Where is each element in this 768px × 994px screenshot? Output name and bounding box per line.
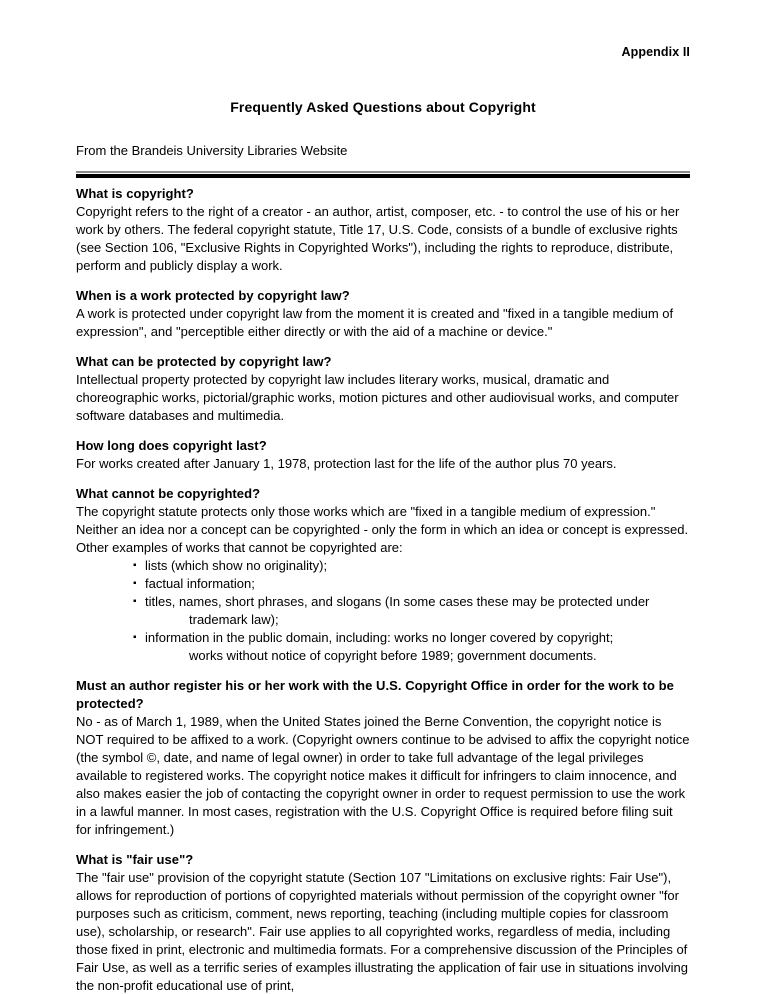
faq-question: When is a work protected by copyright law?	[76, 288, 350, 303]
faq-answer: No - as of March 1, 1989, when the United States joined the Berne Convention, the copyright notice is NOT required to be affixed to a work. (Copyright owners continue to be advised to affix the copyright notice (the symbol ©, date, and name of legal owner) in order to take full advantage of the legal privileges available to registered works. The copyright notice makes it difficult for infringers to claim innocence, and also makes easier the job of contacting the copyright owner in order to request permission to use the work in a lawful manner. In most cases, registration with the U.S. Copyright Office is required before filing suit for infringement.)	[76, 714, 690, 837]
faq-answer: A work is protected under copyright law from the moment it is created and "fixed in a tangible medium of expression", and "perceptible either directly or with the aid of a machine or device."	[76, 306, 674, 339]
list-item	[133, 593, 690, 629]
faq-answer: Copyright refers to the right of a creator - an author, artist, composer, etc. - to control the use of his or her work by others. The federal copyright statute, Title 17, U.S. Code, consists of a bundle of exclusive rights (see Section 106, "Exclusive Rights in Copyrighted Works"), including the rights to reproduce, distribute, perform and publicly display a work.	[76, 204, 680, 273]
list-item	[133, 557, 690, 575]
exclusions-bullet-list	[76, 557, 690, 665]
faq-answer: The "fair use" provision of the copyright statute (Section 107 "Limitations on exclusive rights: Fair Use"), allows for reproduction of portions of copyrighted materials without permission of the copyright owner "for purposes such as criticism, comment, news reporting, teaching (including multiple copies for classroom use), scholarship, or research". Fair use applies to all copyrighted works, regardless of media, including those fixed in print, electronic and multimedia formats. For a comprehensive discussion of the Principles of Fair Use, as well as a terrific series of examples illustrating the application of fair use in situations involving the non-profit educational use of print,	[76, 870, 688, 993]
faq-answer: Intellectual property protected by copyright law includes literary works, musical, dramatic and choreographic works, pictorial/graphic works, motion pictures and other audiovisual works, and computer software databases and multimedia.	[76, 372, 679, 423]
list-item-text: titles, names, short phrases, and slogans (In some cases these may be protected under	[145, 594, 650, 609]
faq-question: Must an author register his or her work with the U.S. Copyright Office in order for the work to be protected?	[76, 678, 674, 711]
square-bullet-icon: ▪	[133, 632, 137, 643]
faq-answer: For works created after January 1, 1978, protection last for the life of the author plus 70 years.	[76, 456, 617, 471]
list-item	[133, 575, 690, 593]
faq-section	[76, 485, 690, 665]
appendix-label: Appendix II	[621, 45, 690, 59]
faq-answer: The copyright statute protects only those works which are "fixed in a tangible medium of expression." Neither an idea nor a concept can be copyrighted - only the form in which an idea or concept is expressed. Other examples of works that cannot be copyrighted are:	[76, 504, 689, 555]
faq-question: How long does copyright last?	[76, 438, 267, 453]
list-item-text: information in the public domain, including: works no longer covered by copyright;	[145, 630, 614, 645]
page-title: Frequently Asked Questions about Copyright	[230, 99, 536, 115]
list-item-continuation: works without notice of copyright before 1989; government documents.	[189, 648, 597, 663]
faq-question: What is copyright?	[76, 186, 194, 201]
source-attribution: From the Brandeis University Libraries Website	[76, 143, 348, 158]
faq-sections	[76, 185, 690, 994]
square-bullet-icon: ▪	[133, 578, 137, 589]
faq-question: What is "fair use"?	[76, 852, 194, 867]
list-item-continuation: trademark law);	[189, 612, 279, 627]
faq-question: What can be protected by copyright law?	[76, 354, 332, 369]
faq-question: What cannot be copyrighted?	[76, 486, 261, 501]
list-item-text: lists (which show no originality);	[145, 558, 328, 573]
square-bullet-icon: ▪	[133, 560, 137, 571]
faq-section	[76, 185, 690, 275]
faq-section	[76, 437, 690, 473]
faq-section	[76, 287, 690, 341]
header-divider-rule	[76, 171, 690, 178]
list-item	[133, 629, 690, 665]
square-bullet-icon: ▪	[133, 596, 137, 607]
list-item-text: factual information;	[145, 576, 255, 591]
faq-section	[76, 353, 690, 425]
faq-section	[76, 677, 690, 839]
faq-section	[76, 851, 690, 994]
